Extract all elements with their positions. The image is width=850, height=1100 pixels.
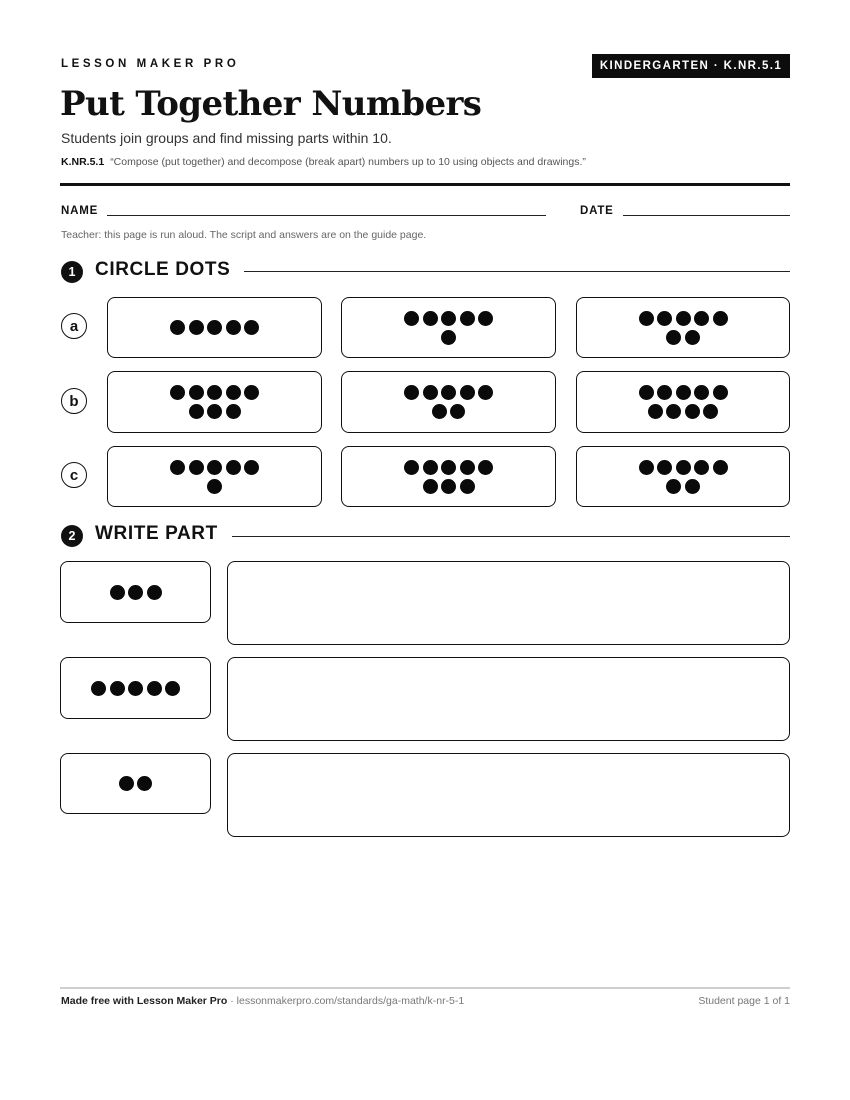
footer-url[interactable]: · lessonmakerpro.com/standards/ga-math/k-nr-5-1 <box>227 995 465 1007</box>
answer-box[interactable] <box>227 561 790 645</box>
dot-card[interactable] <box>576 297 790 358</box>
dot <box>226 460 241 475</box>
standard-description <box>61 156 586 168</box>
dot <box>404 311 419 326</box>
dot-row <box>110 585 162 600</box>
dot <box>703 404 718 419</box>
dot <box>478 311 493 326</box>
dot <box>441 479 456 494</box>
footer-divider <box>60 987 790 989</box>
dot-row <box>170 320 259 335</box>
section-2-number: 2 <box>61 525 83 547</box>
dot <box>441 385 456 400</box>
dot <box>676 385 691 400</box>
dot-row <box>666 479 700 494</box>
dot-row <box>639 460 728 475</box>
dot <box>189 460 204 475</box>
section-1-rule <box>244 271 790 272</box>
footer-credit <box>61 995 464 1007</box>
dot <box>657 460 672 475</box>
dot-row <box>404 385 493 400</box>
dot <box>666 330 681 345</box>
dot-card[interactable] <box>576 371 790 433</box>
dot <box>110 681 125 696</box>
dot-row <box>170 385 259 400</box>
dot <box>685 479 700 494</box>
dot <box>666 404 681 419</box>
dot <box>460 385 475 400</box>
dot <box>648 404 663 419</box>
standard-code: K.NR.5.1 <box>61 156 105 168</box>
dot <box>685 330 700 345</box>
section-2-rule <box>232 536 790 537</box>
dot <box>147 585 162 600</box>
dot-row <box>441 330 456 345</box>
part-dot-card <box>60 561 211 623</box>
date-field[interactable] <box>623 215 790 216</box>
dot-card[interactable] <box>341 371 556 433</box>
dot <box>460 479 475 494</box>
dot-row <box>207 479 222 494</box>
footer-page-number: Student page 1 of 1 <box>698 995 790 1007</box>
dot <box>460 311 475 326</box>
dot-row <box>639 311 728 326</box>
teacher-note: Teacher: this page is run aloud. The script and answers are on the guide page. <box>61 229 427 241</box>
part-dot-card <box>60 657 211 719</box>
dot <box>694 460 709 475</box>
dot <box>137 776 152 791</box>
dot <box>657 385 672 400</box>
dot <box>244 385 259 400</box>
dot <box>404 385 419 400</box>
dot <box>207 404 222 419</box>
page-subtitle: Students join groups and find missing parts within 10. <box>61 130 392 146</box>
dot <box>441 460 456 475</box>
dot-row <box>666 330 700 345</box>
dot <box>404 460 419 475</box>
dot <box>685 404 700 419</box>
dot <box>713 385 728 400</box>
page-title: Put Together Numbers <box>60 84 482 124</box>
dot-card[interactable] <box>341 297 556 358</box>
dot <box>189 404 204 419</box>
dot <box>694 311 709 326</box>
header-divider <box>60 183 790 186</box>
name-label: NAME <box>61 205 99 217</box>
dot <box>441 330 456 345</box>
dot <box>639 460 654 475</box>
dot <box>423 311 438 326</box>
section-2-title: WRITE PART <box>95 523 218 544</box>
dot <box>460 460 475 475</box>
dot <box>207 460 222 475</box>
dot <box>207 479 222 494</box>
dot-card[interactable] <box>107 446 322 507</box>
dot <box>478 385 493 400</box>
dot <box>694 385 709 400</box>
dot <box>441 311 456 326</box>
brand-name: LESSON MAKER PRO <box>61 58 240 70</box>
dot <box>676 460 691 475</box>
dot <box>713 311 728 326</box>
dot <box>170 320 185 335</box>
dot <box>207 385 222 400</box>
dot <box>666 479 681 494</box>
dot <box>657 311 672 326</box>
dot <box>91 681 106 696</box>
dot-card[interactable] <box>341 446 556 507</box>
dot <box>189 320 204 335</box>
dot <box>244 320 259 335</box>
dot <box>244 460 259 475</box>
dot <box>676 311 691 326</box>
dot <box>639 311 654 326</box>
dot-row <box>404 311 493 326</box>
answer-box[interactable] <box>227 657 790 741</box>
dot-row <box>170 460 259 475</box>
dot <box>170 460 185 475</box>
name-field[interactable] <box>107 215 546 216</box>
dot-row <box>648 404 719 419</box>
dot-card[interactable] <box>107 371 322 433</box>
dot <box>423 479 438 494</box>
footer-made-with: Made free with Lesson Maker Pro <box>61 995 228 1007</box>
dot-row <box>423 479 475 494</box>
dot-card[interactable] <box>576 446 790 507</box>
dot <box>450 404 465 419</box>
dot <box>478 460 493 475</box>
grade-standard-badge: KINDERGARTEN · K.NR.5.1 <box>592 54 790 78</box>
dot <box>128 681 143 696</box>
dot <box>226 385 241 400</box>
dot-row <box>404 460 493 475</box>
dot <box>432 404 447 419</box>
standard-text: “Compose (put together) and decompose (break apart) numbers up to 10 using objects and drawings.” <box>110 156 586 168</box>
dot-row <box>432 404 466 419</box>
dot <box>207 320 222 335</box>
dot <box>713 460 728 475</box>
dot <box>128 585 143 600</box>
dot <box>226 404 241 419</box>
dot <box>226 320 241 335</box>
dot-row <box>189 404 241 419</box>
dot <box>165 681 180 696</box>
row-label-b: b <box>61 388 87 414</box>
dot-card[interactable] <box>107 297 322 358</box>
row-label-a: a <box>61 313 87 339</box>
section-1-title: CIRCLE DOTS <box>95 259 231 280</box>
part-dot-card <box>60 753 211 814</box>
answer-box[interactable] <box>227 753 790 837</box>
dot <box>423 460 438 475</box>
row-label-c: c <box>61 462 87 488</box>
dot <box>189 385 204 400</box>
dot-row <box>639 385 728 400</box>
dot <box>423 385 438 400</box>
dot <box>639 385 654 400</box>
dot-row <box>119 776 153 791</box>
dot <box>110 585 125 600</box>
dot <box>170 385 185 400</box>
section-1-number: 1 <box>61 261 83 283</box>
dot <box>119 776 134 791</box>
dot-row <box>91 681 180 696</box>
dot <box>147 681 162 696</box>
date-label: DATE <box>580 205 614 217</box>
